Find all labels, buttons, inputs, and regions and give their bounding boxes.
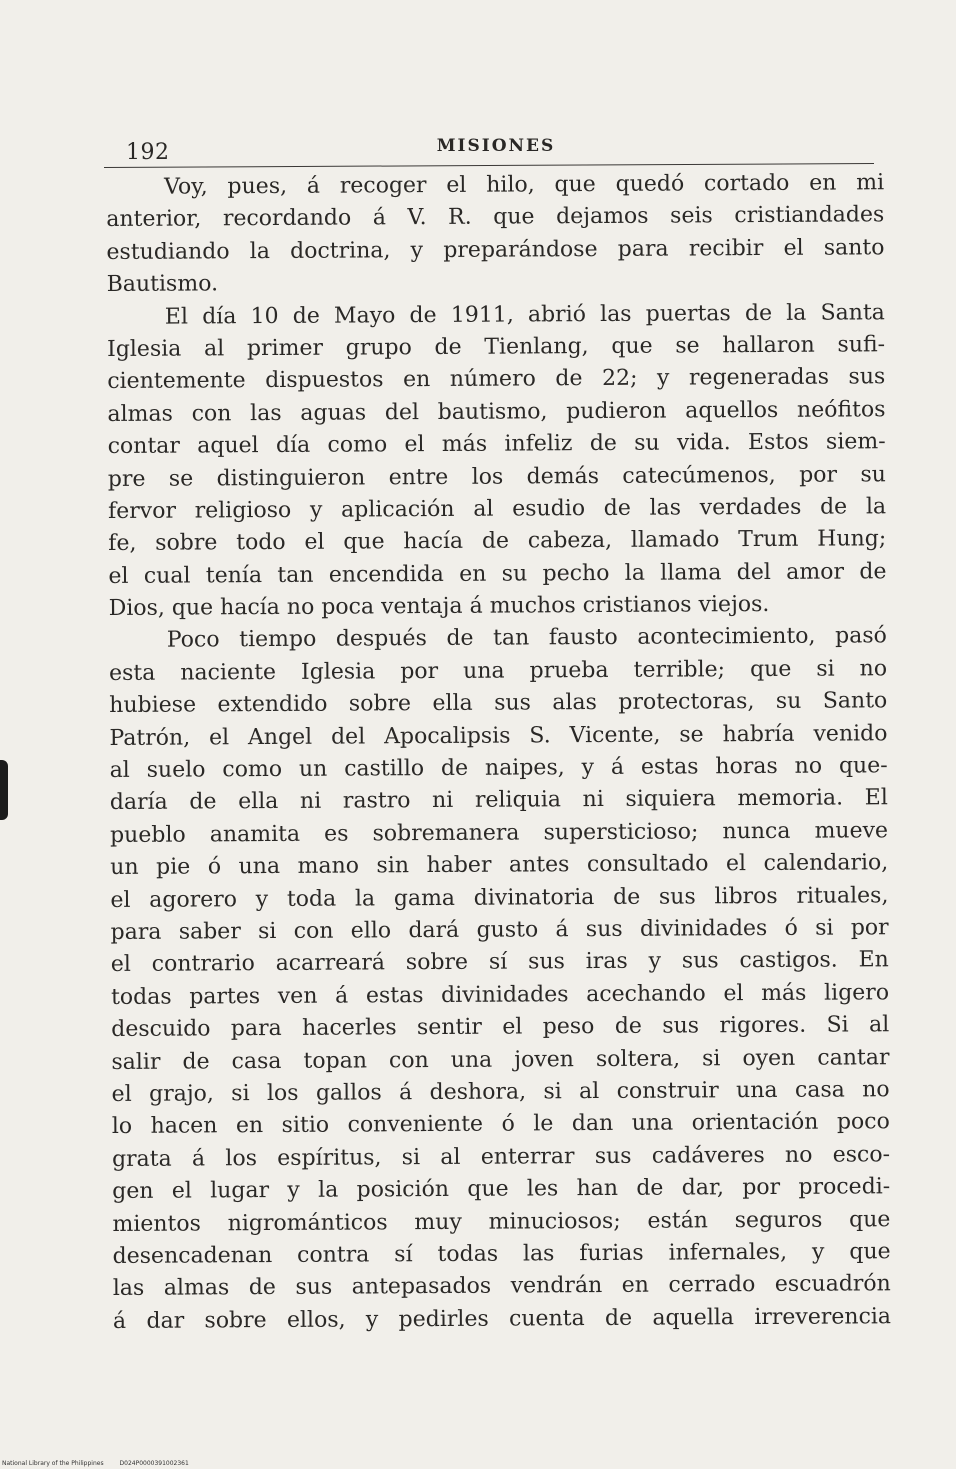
text-line: fervor religioso y aplicación al esudio de las verdades de la bbox=[107, 494, 887, 524]
text-line: á dar sobre ellos, y pedirles cuenta de aquella irreverencia bbox=[112, 1303, 892, 1334]
text-line: para saber si con ello dará gusto á sus divinidades ó si por bbox=[110, 915, 889, 945]
text-line: desencadenan contra sí todas las furias infernales, y que bbox=[112, 1239, 891, 1269]
text-line: gen el lugar y la posición que les han de dar, por procedi- bbox=[112, 1174, 891, 1205]
page-edge-shadow bbox=[0, 760, 8, 820]
text-line: Patrón, el Angel del Apocalipsis S. Vicente, se habría venido bbox=[109, 720, 888, 751]
library-credit: National Library of the Philippines bbox=[2, 1460, 104, 1467]
text-line: Voy, pues, á recoger el hilo, que quedó cortado en mi bbox=[164, 170, 885, 200]
text-line: grata á los espíritus, si al enterrar sus cadáveres no esco- bbox=[111, 1141, 891, 1172]
scan-identifier: D024P0000391002361 bbox=[119, 1460, 189, 1467]
text-line: anterior, recordando á V. R. que dejamos seis cristiandades bbox=[106, 202, 885, 233]
text-line: el agorero y toda la gama divinatoria de sus libros rituales, bbox=[110, 882, 889, 913]
text-line: pre se distinguieron entre los demás catecúmenos, por su bbox=[107, 461, 886, 492]
text-line: cientemente dispuestos en número de 22; y regeneradas sus bbox=[107, 364, 886, 395]
text-line: descuido para hacerles sentir el peso de sus rigores. Si al bbox=[111, 1012, 890, 1043]
text-line: fe, sobre todo el que hacía de cabeza, llamado Trum Hung; bbox=[108, 526, 887, 557]
text-line: al suelo como un castillo de naipes, y á estas horas no que- bbox=[109, 753, 888, 784]
text-line: las almas de sus antepasados vendrán en cerrado escuadrón bbox=[112, 1271, 891, 1302]
text-line: almas con las aguas del bautismo, pudieron aquellos neófitos bbox=[107, 396, 886, 427]
text-line: mientos nigrománticos muy minuciosos; están seguros que bbox=[112, 1206, 891, 1237]
text-line: esta naciente Iglesia por una prueba terrible; que si no bbox=[108, 656, 888, 686]
scan-footer bbox=[2, 1460, 203, 1467]
text-line: Iglesia al primer grupo de Tienlang, que se hallaron sufi- bbox=[107, 332, 886, 362]
text-line: un pie ó una mano sin haber antes consultado el calendario, bbox=[110, 850, 889, 881]
text-line: hubiese extendido sobre ella sus alas protectoras, su Santo bbox=[109, 688, 888, 719]
text-line: Dios, que hacía no poca ventaja á muchos cristianos viejos. bbox=[108, 592, 770, 622]
body-text bbox=[106, 167, 891, 1338]
text-line: pueblo anamita es sobremanera supersticioso; nunca mueve bbox=[109, 818, 889, 848]
text-line: Bautismo. bbox=[106, 271, 219, 298]
running-title: MISIONES bbox=[436, 136, 556, 156]
text-line: todas partes ven á estas divinidades acechando el más ligero bbox=[110, 979, 890, 1010]
page-number: 192 bbox=[126, 140, 170, 165]
text-line: el grajo, si los gallos á deshora, si al construir una casa no bbox=[111, 1077, 890, 1107]
text-line: el cual tenía tan encendida en su pecho la llama del amor de bbox=[108, 558, 887, 589]
text-line: daría de ella ni rastro ni reliquia ni siquiera memoria. El bbox=[109, 785, 888, 816]
text-line: Poco tiempo después de tan fausto acontecimiento, pasó bbox=[166, 623, 887, 654]
text-line: estudiando la doctrina, y preparándose para recibir el santo bbox=[106, 235, 885, 265]
text-line: salir de casa topan con una joven soltera, si oyen cantar bbox=[111, 1044, 890, 1075]
text-line: contar aquel día como el más infeliz de su vida. Estos siem- bbox=[107, 429, 886, 460]
text-line: lo hacen en sitio conveniente ó le dan una orientación poco bbox=[111, 1109, 890, 1140]
text-line: El día 10 de Mayo de 1911, abrió las puertas de la Santa bbox=[164, 299, 885, 330]
text-line: el contrario acarreará sobre sí sus iras y sus castigos. En bbox=[110, 947, 889, 978]
